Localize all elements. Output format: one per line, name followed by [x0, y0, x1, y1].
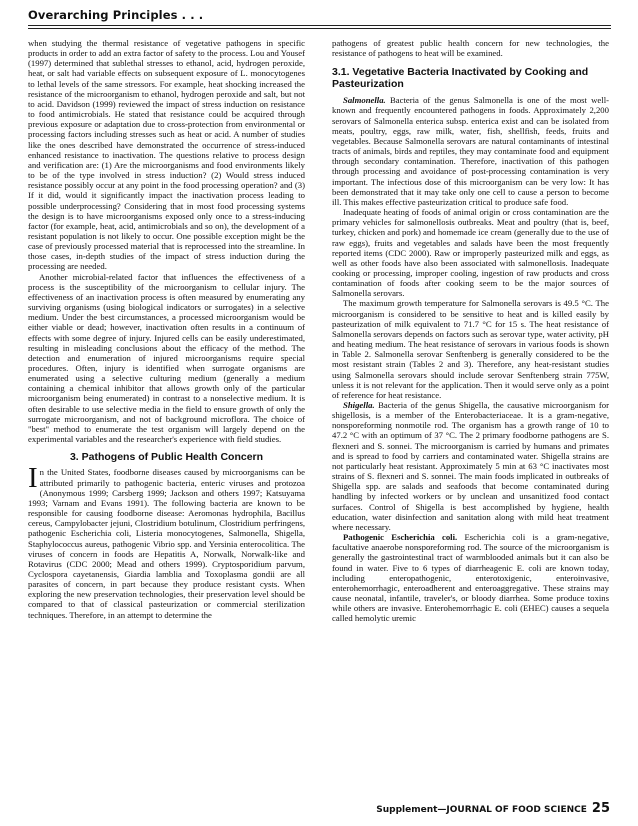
salmonella-lead: Salmonella. — [343, 95, 386, 106]
ecoli-lead: Pathogenic Escherichia coli. — [343, 532, 458, 543]
paragraph-continuation: pathogens of greatest public health concern for new technologies, the resistance of pathogens to heat will be examined. — [332, 38, 609, 59]
paragraph-cellular-injury: Another microbial-related factor that influences the effectiveness of a process is the susceptibility of the microorganism to cellular injury. The effectiveness of an inactivation process is often measured by enumerating any surviving organisms (using biological indicators or surrogates) in a selective medium. Under the best circumstances, a processed microorganism would be either viable or dead; however, inactivation often results in a continuum of effects with some degree of injury. Injured cells can be easily underestimated, resulting in misleading conclusions about the efficacy of the method. The detection and enumeration of injured microorganisms require special procedures. Often, injury is identified when surrogate organisms are enumerated using a selective culturing medium (generally a medium containing a chemical inhibitor that allows growth only of the particular microorganism being enumerated) in contrast to a nonselective medium. It is often desirable to use selective media in the field to ensure growth of only the surrogate microorganism, and not of background microflora. The choice of "best" method to enumerate the test organism will largely depend on the experimental variables and the researcher's experience with field studies. — [28, 271, 305, 445]
right-column — [332, 38, 609, 623]
salmonella-text: Bacteria of the genus Salmonella is one of the most well-known and frequently encountered pathogens in foods. Approximately 2,200 serovars of Salmonella enterica subsp. enterica exist and can be isolated from meats, poultry, eggs, raw milk, water, fish, shellfish, feeds, fruits and vegetables. Because Salmonella serovars are natural contaminants of intestinal tracts of animals, birds and reptiles, they may contaminate food and equipment through secondary contamination. Therefore, inactivation of this pathogen through processing and avoidance of post-processing contamination is very important. The infectious dose of this microorganism can be very low: It has been demonstrated that it may take only one cell to cause a person to become ill. This makes effective pasteurization critical to produce safe food. — [332, 95, 610, 207]
paragraph-stress-induction: when studying the thermal resistance of vegetative pathogens in specific products in order to add an extra factor of safety to the process. Lou and Yousef (1997) determined that sublethal stresses to ethanol, acid, hydrogen peroxide, heat, or salt had variable effects on subsequent exposure of L. monocytogenes to lethal levels of the same stressors. For example, heat shocking increased the resistance of the microorganism to ethanol, hydrogen peroxide and salt, but not to acid. Davidson (1999) reviewed the impact of stress induction on resistance to food antimicrobials. He stated that resistance could be acquired through previous exposure or adaptation due to cross-protection from environmental or processing factors including stresses such as heat or acid. A number of studies like the ones described have demonstrated the occurrence of stress-induced enhanced resistance to inactivation. The questions relative to process design and verification are: (1) Are the microorganisms and food environments likely to be of the type involved in stress induction? (2) Would stress induced resistance possibly occur at any point in the food processing operation? and (3) If it did, would it significantly impact the inactivation process leading to possible underprocessing? Considering that in most food processing systems the design is to have microorganisms exposed only once to a stress-inducing factor (for example, heat, acid, antimicrobials and so on), the development of a resistant population is not likely to occur. One possible exception might be the case of previously processed material that is reprocessed into the streamline. In those cases, in-depth studies of the impact of stress induction during the processing are needed. — [28, 38, 305, 272]
paragraph-ecoli — [332, 532, 609, 623]
paragraph-foodborne-diseases — [28, 462, 305, 620]
page-number: 25 — [591, 801, 610, 816]
shigella-text: Bacteria of the genus Shigella, the causative microorganism for shigellosis, is a member of the Enterobacteriaceae. It is a gram-negative, nonsporeforming nonmotile rod. The organism has a growth range of 10 to 47.2 °C with an optimum of 37 °C. The 2 primary foodborne pathogens are S. flexneri and S. sonnei. The microorganism is carried by humans and primates and is spread to food by carriers and contaminated water. Shigella strains are not particularly heat resistant. Approximately 5 min at 63 °C inactivates most strains of S. flexneri and S. sonnei. The main foods implicated in outbreaks of Shigella spp. are salads and seafoods that become contaminated during handling by infected workers or by unclean and unsanitized food contact surfaces. Control of Shigella is best accomplished by hygiene, health education, water disinfection and sanitation along with mild heat treatment where necessary. — [332, 400, 610, 532]
left-column — [28, 38, 305, 620]
paragraph-salmonella — [332, 95, 609, 207]
paragraph-salmonella-heat: The maximum growth temperature for Salmonella serovars is 49.5 °C. The microorganism is considered to be sensitive to heat and is killed easily by pasteurization of milk equivalent to 71.7 °C for 15 s. The heat resistance of Salmonella serovars depends on factors such as serovar type, water activity, pH and heating medium. The heat resistance of serovars in various foods is shown in Table 2. Salmonella serovar Senftenberg is generally considered to be the most resistant strain (Tables 2 and 3). Therefore, any heat-resistant studies using Salmonella serovars should include serovar Senftenberg strain 775W, unless it is not relevant for the application. Then it would serve only as a point of reference for heat resistance. — [332, 298, 609, 400]
journal-name: Supplement—JOURNAL OF FOOD SCIENCE — [376, 805, 587, 815]
paragraph-salmonella-sources: Inadequate heating of foods of animal origin or cross contamination are the primary vehicles for salmonellosis outbreaks. Meat and poultry (that is, beef, turkey, chicken and pork) and homemade ice cream (generally due to the use of raw eggs), fruits and vegetables and salads have been the most frequently reported items (CDC 2000). Raw or improperly pasteurized milk and eggs, as well as other foods have also been associated with salmonellosis. Inadequate cooking or processing, improper cooling, ingestion of raw products and cross contamination of foods after cooking seem to be the major sources of Salmonella serovars. — [332, 207, 609, 299]
page-footer — [376, 801, 610, 816]
shigella-lead: Shigella. — [343, 400, 375, 410]
ecoli-text: Escherichia coli is a gram-negative, facultative anaerobe nonsporeforming rod. The source of the microorganism is generally the gastrointestinal tract of warmblooded animals but it can also be found in water. Five to 6 types of diarrheagenic E. coli are known today, including enteropathogenic, enterotoxigenic, enteroinvasive, enterohemorrhagic, enteroadherent and enteroaggregative. These strains may cause neonatal, infantile, traveler's, or bloody diarrhea. Some produce toxins while others are invasive. Enterohemorrhagic E. coli (EHEC) causes a sequela called hemolytic uremic — [332, 532, 610, 624]
paragraph-shigella — [332, 400, 609, 532]
header-rule — [28, 25, 611, 26]
drop-cap: I — [28, 462, 38, 495]
section-heading-pathogens: 3. Pathogens of Public Health Concern — [69, 451, 264, 464]
header-rule-secondary — [28, 28, 611, 29]
section-heading-vegetative-bacteria: 3.1. Vegetative Bacteria Inactivated by Cooking and Pasteurization — [332, 66, 589, 91]
paragraph-foodborne-text: n the United States, foodborne diseases caused by microorganisms can be attributed primarily to pathogenic bacteria, enteric viruses and protozoa (Anonymous 1999; Carsberg 1999; Jackson and others 1997; Katsuyama 1993; Varnam and Evans 1991). The following bacteria are known to be responsible for causing foodborne disease: Aeromonas hydrophila, Bacillus cereus, Campylobacter jejuni, Clostridium botulinum, Clostridium perfringens, pathogenic Escherichia coli, Listeria monocytogenes, Salmonella, Shigella, Staphylococcus aureus, pathogenic Vibrio spp. and Yersinia enterocolitica. The viruses of concern in foods are Hepatitis A, Norwalk, Norwalk-like and Rotavirus (CDC 2000; Mead and others 1999). Cryptosporidium parvum, Cyclospora cayetanensis, Giardia lamblia and Toxoplasma gondii are all parasites of concern, in part because they produce resistant cysts. When exploring the new preservation technologies, their preservation level should be compared to that of classical pasteurization or commercial sterilization techniques. Therefore, in an attempt to determine the — [28, 467, 305, 620]
running-header: Overarching Principles . . . — [28, 8, 204, 22]
